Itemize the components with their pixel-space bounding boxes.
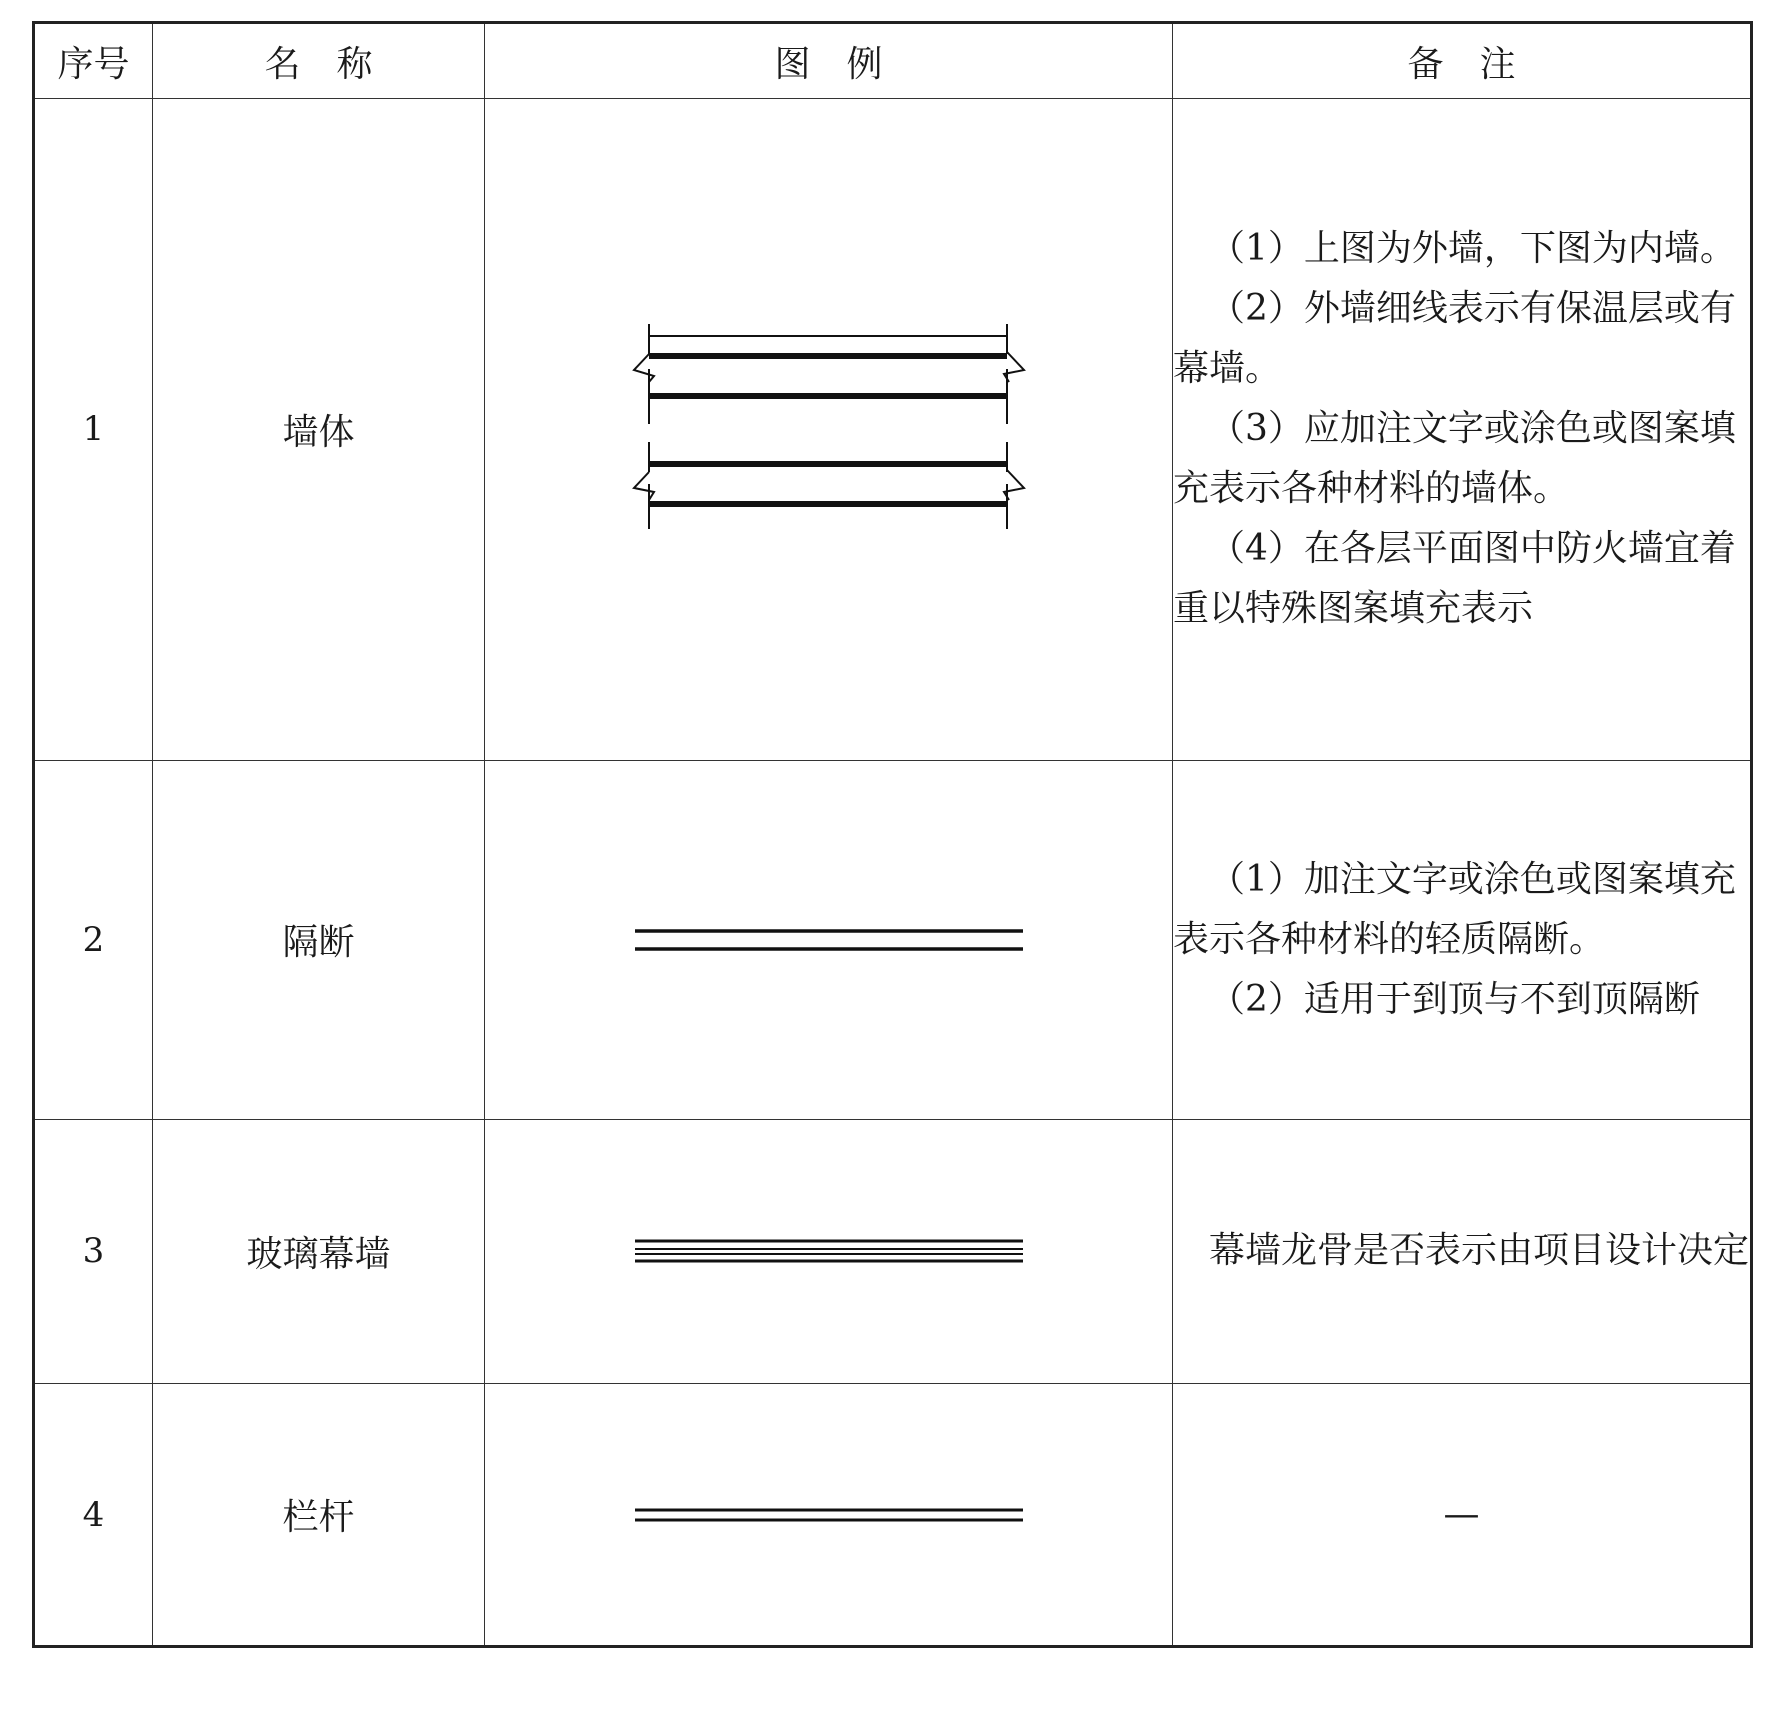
note-line: （1）上图为外墙，下图为内墙。 (1209, 228, 1736, 270)
row-symbol-cell (485, 1119, 1173, 1384)
row-index: 3 (34, 1119, 153, 1384)
row-index: 1 (34, 99, 153, 761)
row-notes (1173, 99, 1752, 761)
note-line: （1）加注文字或涂色或图案填充表示各种材料的轻质隔断。 (1173, 858, 1736, 960)
row-index: 4 (34, 1384, 153, 1647)
row-notes (1173, 1384, 1752, 1647)
legend-table (32, 21, 1753, 1648)
glass-curtain-wall-symbol-icon (633, 1238, 1025, 1264)
row-name: 隔断 (153, 760, 485, 1119)
row-symbol-cell (485, 760, 1173, 1119)
row-name: 栏杆 (153, 1384, 485, 1647)
row-name: 墙体 (153, 99, 485, 761)
note-line: （4）在各层平面图中防火墙宜着重以特殊图案填充表示 (1173, 528, 1736, 630)
note-line: （2）适用于到顶与不到顶隔断 (1209, 978, 1700, 1020)
table-row (34, 1119, 1752, 1384)
row-name: 玻璃幕墙 (153, 1119, 485, 1384)
table-row (34, 99, 1752, 761)
railing-symbol-icon (633, 1507, 1025, 1523)
row-symbol-cell (485, 99, 1173, 761)
note-dash: — (1443, 1493, 1480, 1535)
row-notes (1173, 1119, 1752, 1384)
note-line: （3）应加注文字或涂色或图案填充表示各种材料的墙体。 (1173, 408, 1736, 510)
header-name: 名 称 (153, 23, 485, 99)
partition-symbol-icon (633, 925, 1025, 955)
note-line: （2）外墙细线表示有保温层或有幕墙。 (1173, 288, 1736, 390)
table-row (34, 760, 1752, 1119)
row-notes (1173, 760, 1752, 1119)
header-notes: 备 注 (1173, 23, 1752, 99)
header-row (34, 23, 1752, 99)
note-line: 幕墙龙骨是否表示由项目设计决定 (1209, 1230, 1750, 1272)
table-row (34, 1384, 1752, 1647)
header-symbol: 图 例 (485, 23, 1173, 99)
row-index: 2 (34, 760, 153, 1119)
header-index: 序号 (34, 23, 153, 99)
row-symbol-cell (485, 1384, 1173, 1647)
wall-symbol-icon (629, 324, 1029, 534)
